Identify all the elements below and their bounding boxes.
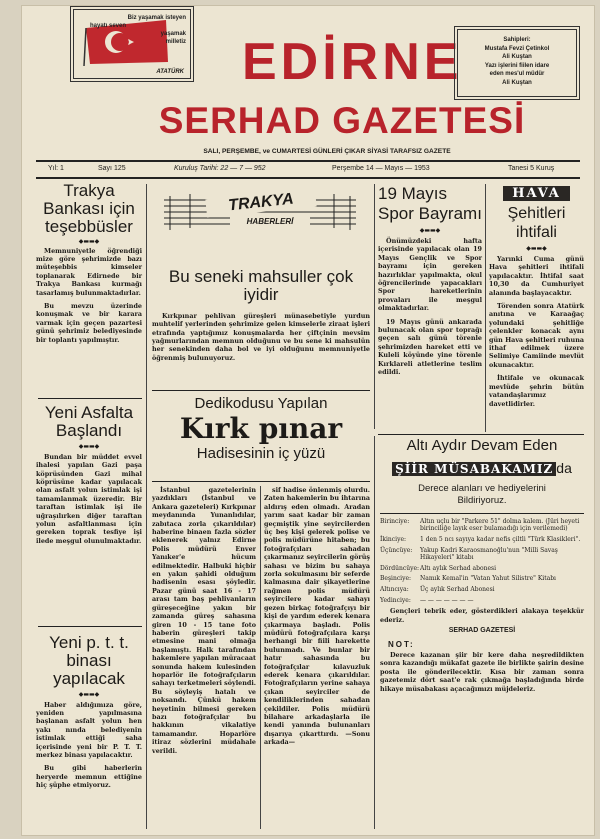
article-body: 19 Mayıs günü ankarada bulunacak olan spor toprağı geçen salı günü törenle şehrimizden hareket etti ve Kuleli köyünde yine törenle Kırklareli atletlerine teslim edildi.: [378, 317, 482, 377]
thanks-text: Gençleri tebrik eder, gösterdikleri alakaya teşekkür ederiz.: [380, 607, 584, 624]
article-body: Bu mevzu üzerinde konuşmak ve bir karara varmak için geçen pazartesi günü şehrimiz belediyesinde bir toplantı yapılmıştır.: [36, 301, 142, 344]
article-body: İstanbul gazetelerinin yazdıkları (İstanbul ve Ankara gazeteleri) Kırkpınar meydanında Yunanlıdılar, zabıtaca zorla çıkarıldılar) haberine binaen fazla sözler eklenerek yalnız Edirne Polis müdürü Enver Yanıker'e hücum edilmektedir. Halbuki hiçbir en yakın şahidi olduğum hadisenin esası şöyledir. Pazar günü saat 16 - 17 arası tam baş pehlivanların güreşeceğine yakın bir zamanda güreş sahasına giren 10 - 15 tane foto haberin güreşleri takip etmesine mani olmağa başlamıştı. Halk tarafından hakemlere yapılan müracaat sonunda hakem kulesinden hoparlör ile fotoğrafçıların sahayı terketmeleri söylendi. Bu söyleyiş hatalı ve noksandı. Çünkü hakem heyetinin bilmesi gereken bazı fotoğrafçılar bu hakkının vikalatiye tamamandır. Hoparlöre itiraz sözlerini müdahale verildi.: [152, 486, 256, 755]
owner-line: Yazı işlerini fiilen idare: [484, 62, 550, 69]
article-lead: Memnuniyetle öğrendiği mize göre şehrimizde bazı müteşebbis kimseler toplanarak Edirnede bir Trakya Bankası kurmağı tasarlamış bulunmaktadırlar.: [36, 246, 142, 297]
flag-signature: ATATÜRK: [156, 69, 184, 75]
article-body: Kırkpınar pehlivan güreşleri münasebetiyle yurdun muhtelif yerlerinden şehrimize gelen kimselerle ziraat işleri etrafında yaptığımız konuşmalarda her çiftçinin mevsim yağmurlarından memnun olduğunu ve bu sene ki mahsulün her senekinden daha bol ve iyi olduğunu memnuniyetle öğrenmiş bulunuyoruz.: [152, 311, 370, 362]
owner-line: Ali Kuştan: [502, 54, 532, 61]
motto-line: hayatı seven: [90, 23, 127, 29]
note-text: Derece kazanan şiir bir kere daha neşredildikten sonra kazandığı mükafat gazete ile birlikte şairin desine posta ile gönderilecektir. Kısa bir zaman sonra gazetemiz dört saat'e rak çıkmağa başladığında birde hikaye müsabakası açacağımızı müjdeleriz.: [380, 650, 584, 693]
title-edirne: EDİRNE: [242, 33, 463, 91]
headline-top: HAVA: [503, 186, 570, 201]
kirkpinar-col-b: [264, 486, 370, 831]
issue-date: Perşembe 14 — Mayıs — 1953: [332, 165, 430, 172]
prize-row: Altıncıya: Üç aylık Serhad Abonesi: [380, 585, 495, 593]
separator-ornament: ◆▬▬◆: [78, 442, 100, 450]
separator-ornament: ◆▬▬◆: [78, 237, 100, 245]
owner-line: Sahipleri:: [503, 37, 531, 43]
headline-main: Kırk pınar: [179, 411, 343, 445]
note-title: NOT:: [388, 639, 415, 649]
headline-banner-text: ŞİİR MÜSABAKAMIZ: [392, 462, 556, 476]
article-kirkpinar: [152, 396, 370, 462]
prize-row: Yedinciye: — — — — — — —: [380, 596, 474, 604]
flag-motto: [90, 14, 186, 46]
prize-row: Birinciye: Altın uçlu bir "Parkere 51" dolma kalem. (Jüri heyeti birinciliğe layık eser bulamadığı için verilemedi): [380, 517, 580, 533]
separator-ornament: ◆▬▬◆: [78, 690, 100, 698]
headline: Trakya Bankası için teşebbüsler: [43, 181, 135, 236]
headline-sub: Hadisesinin iç yüzü: [196, 444, 326, 462]
subheadline: Derece alanları ve hediyelerini Bildiriyoruz.: [418, 482, 546, 506]
article-body: İhtifale ve okunacak mevlüde şehrin bütün vatandaşlarımız davetlidirler.: [489, 374, 584, 408]
signature: SERHAD GAZETESİ: [448, 626, 516, 634]
headline-banner: [380, 458, 584, 477]
separator-ornament: ◆▬▬◆: [419, 227, 441, 234]
prize-row: Beşinciye: Namık Kemal'in "Vatan Yahut Silistre" Kitabı: [380, 575, 556, 583]
article-body: Bundan bir müddet evvel ihalesi yapılan Gazi paşa köprüsünden Gazi mihal köprüsüne kadar yapılacak olan asfalt yolun istimlak işi tamamlanmak üzeredir. Bir taraftan istimlak işi ile uğraşılırken diğer taraftan yolun asfaltlanması için gereken toprak tesfiye işi ilede meşgul olunulmaktadır.: [36, 452, 142, 545]
prize-row: İkinciye: 1 den 5 ncı sayıya kadar nefis çiltli "Türk Klasikleri".: [380, 535, 581, 543]
article-hava-sehitleri: [489, 184, 584, 408]
article-yeni-ptt: [36, 634, 142, 790]
newspaper-page: [22, 6, 594, 835]
headline: Altı Aydır Devam Eden: [406, 437, 558, 454]
title-serhad: SERHAD GAZETESİ: [158, 100, 526, 141]
founded-date: Kuruluş Tarihi: 22 — 7 — 952: [174, 165, 266, 172]
owner-box: [454, 26, 580, 100]
flag-box: [70, 6, 194, 82]
info-bar: [36, 163, 580, 175]
owner-line: eden mes'ul müdür: [489, 71, 545, 78]
motto-line: Biz yaşamak isteyen: [127, 15, 186, 21]
price: Tanesi 5 Kuruş: [508, 165, 555, 172]
prize-row: Üçüncüye: Yakup Kadri Karaosmanoğlu'nun "Milli Savaş Hikayeleri" kitabı: [380, 546, 558, 562]
trakya-haberleri-banner: [160, 184, 360, 258]
motto-line: milletiz: [165, 39, 186, 45]
schedule-line: SALI, PERŞEMBE, ve CUMARTESİ GÜNLERİ ÇIKAR SİYASİ TARAFSIZ GAZETE: [203, 148, 451, 155]
kirkpinar-col-a: [152, 486, 256, 831]
headline-banner-tail: da: [556, 459, 572, 476]
article-siir-musabakasi: [380, 438, 584, 693]
article-body: Törenden sonra Atatürk anıtına ve Karaağaç yolundaki şehitliğe çelenkler konacak aynı gün Hava şehitleri ruhuna ithaf edilmek üzere Selimiye Camiinde mevlüt okunacaktır.: [489, 302, 584, 369]
issue: Sayı 125: [98, 165, 126, 172]
article-yeni-asfalt: [36, 404, 142, 545]
prize-row: Dördüncüye: Altı aylık Serhad abonesi: [380, 564, 496, 572]
article-trakya-bankasi: [36, 182, 142, 344]
headline: Yeni p. t. t. binası yapılacak: [49, 633, 129, 688]
article-body: sif hadise önlenmiş olurdu. Zaten hakemlerin bu ihtarına aldırış eden olmadı. Aradan yarım saat kadar bir zaman geçmiştik yine seyircilerden üç beş kişi gelerek polise ve polis müdürüne hitaben; bu fotoğrafçıları sahadan çıkarmanız seyircilerin görüş sahası ve bizim bu sahaya zorla sokulmasını bir seferde kalmasına dair şikayetlerine rağmen polis müdürü seyircilere kadar sahayı gezen birkaç fotoğrafçıyı bir kişi de yardım ederek kenara çıkarmaya başladı. Polis müdürü fotoğrafçılara karşı herhangi bir fiili harekette bulunmadı. Ve bunlar bir hatır sahasında bu fotoğrafçılar kılavuzluk ederek kenara çıkarıldılar. Fotoğrafçıların yerine sahaya çıkan seyirciler de kendiliklerinden sahadan çekildiler. Polis müdürü bilahare arkadaşlarla ile kendi yanında bulunanları dışarıya çıkarttırdı. —Sonu arkada—: [264, 486, 370, 747]
headline-kicker: Dedikodusu Yapılan: [194, 395, 328, 412]
article-body: Haber aldığımıza göre, yeniden yapılmasına başlanan asfalt yolun hen yakı nında belediyenin istimlak ettiği saha içerisinde yeni bir P. T. T. merkez binası yapılacaktır.: [36, 700, 142, 759]
motto-line: yaşamak: [160, 31, 186, 37]
separator-ornament: ◆▬▬◆: [526, 245, 547, 252]
article-body: Bu gibi haberlerin heryerde memnun ettiğine hiç şüphe etmiyoruz.: [36, 764, 142, 790]
headline: Şehitleri ihtifali: [507, 205, 566, 241]
owner-line: Mustafa Fevzi Çetinkol: [484, 45, 550, 52]
year: Yıl: 1: [48, 165, 64, 172]
banner-title: TRAKYA: [205, 188, 316, 217]
article-body: Önümüzdeki hafta içerisinde yapılacak olan 19 Mayıs Gençlik ve Spor bayramı için gereken hazırlıklar yapılmakta, okul öğrencilerinde yapacakları Spor hareketlerinin provaları ile meşgul olmaktadırlar.: [378, 237, 482, 313]
owner-line: Ali Kuştan: [502, 79, 532, 86]
article-19-mayis: [378, 184, 482, 377]
headline: Bu seneki mahsuller çok iyidir: [168, 267, 354, 304]
headline: Yeni Asfalta Başlandı: [44, 403, 134, 440]
article-body: Yarınki Cuma günü Hava şehitleri ihtifali yapılacaktır. İhtifal saat 10,30 da Cumhuriyet alanında başlayacaktır.: [489, 255, 584, 297]
prize-list: [380, 518, 584, 604]
headline: 19 Mayıs Spor Bayramı: [378, 184, 482, 223]
article-mahsuller: [152, 268, 370, 362]
banner-subtitle: HABERLERİ: [230, 217, 310, 226]
